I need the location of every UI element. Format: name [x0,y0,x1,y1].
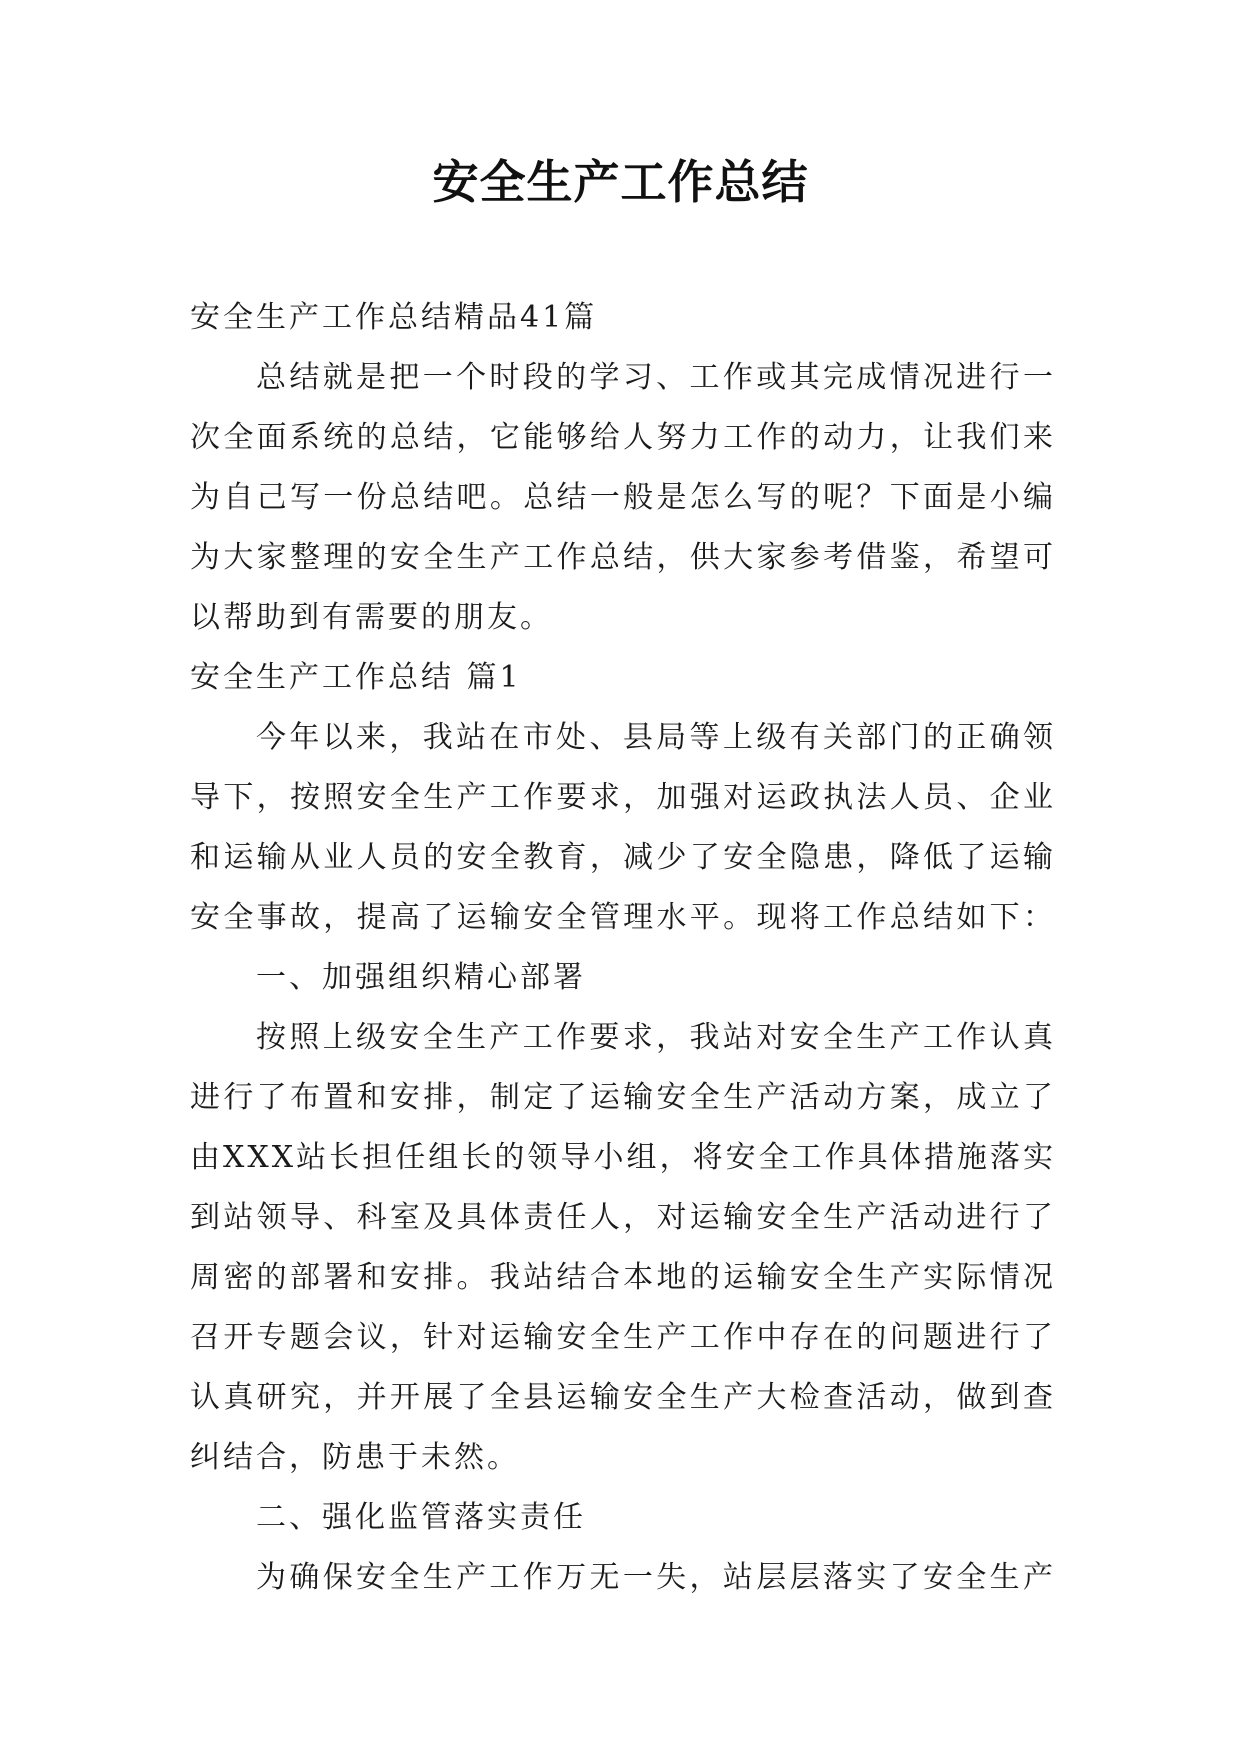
text-line: 一、加强组织精心部署 [256,960,586,995]
text-line: 为自己写一份总结吧。总结一般是怎么写的呢？下面是小编 [190,480,1056,515]
text-line: 导下，按照安全生产工作要求，加强对运政执法人员、企业 [190,780,1056,815]
document-body [190,288,1056,1608]
text-line: 安全生产工作总结精品41篇 [190,300,598,335]
text-line: 总结就是把一个时段的学习、工作或其完成情况进行一 [256,360,1056,395]
text-line: 进行了布置和安排，制定了运输安全生产活动方案，成立了 [190,1080,1056,1115]
text-line: 由XXX站长担任组长的领导小组，将安全工作具体措施落实 [190,1140,1056,1175]
text-line: 和运输从业人员的安全教育，减少了安全隐患，降低了运输 [190,840,1056,875]
text-line: 次全面系统的总结，它能够给人努力工作的动力，让我们来 [190,420,1056,455]
text-line: 安全生产工作总结 篇1 [190,660,522,695]
text-line: 按照上级安全生产工作要求，我站对安全生产工作认真 [256,1020,1056,1055]
text-line: 纠结合，防患于未然。 [190,1440,520,1475]
text-line: 安全事故，提高了运输安全管理水平。现将工作总结如下： [190,900,1056,935]
text-line: 为大家整理的安全生产工作总结，供大家参考借鉴，希望可 [190,540,1056,575]
text-line: 认真研究，并开展了全县运输安全生产大检查活动，做到查 [190,1380,1056,1415]
text-line: 二、强化监管落实责任 [256,1500,586,1535]
text-line: 召开专题会议，针对运输安全生产工作中存在的问题进行了 [190,1320,1056,1355]
text-line: 以帮助到有需要的朋友。 [190,600,553,635]
text-line: 周密的部署和安排。我站结合本地的运输安全生产实际情况 [190,1260,1056,1295]
text-line: 为确保安全生产工作万无一失，站层层落实了安全生产 [256,1560,1056,1595]
document-title: 安全生产工作总结 [432,155,809,209]
text-line: 到站领导、科室及具体责任人，对运输安全生产活动进行了 [190,1200,1056,1235]
text-line: 今年以来，我站在市处、县局等上级有关部门的正确领 [256,720,1056,755]
